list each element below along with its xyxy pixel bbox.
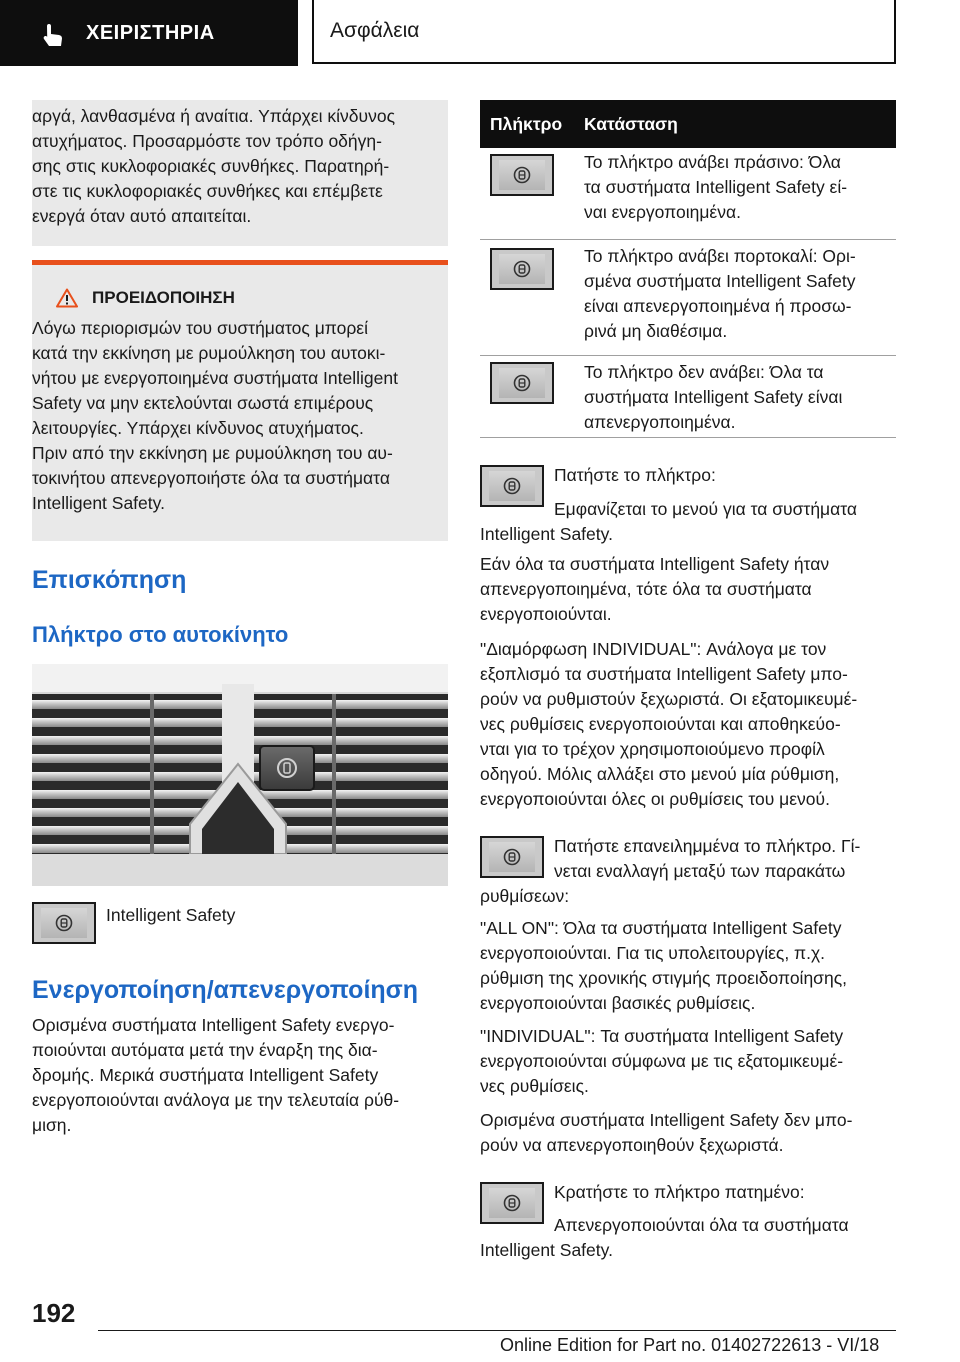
text-line: Ορισμένα συστήματα Intelligent Safety δεν μπο‐: [480, 1110, 853, 1130]
text-line: εξοπλισμό τα συστήματα Intelligent Safety μπο‐: [480, 664, 848, 684]
page-header: [0, 0, 960, 66]
car-safety-icon: [503, 1194, 521, 1212]
text-line: νται για το τρέχον χρησιμοποιούμενο προφίλ: [480, 739, 825, 759]
text-line: νες ρυθμίσεις.: [480, 1076, 589, 1096]
table-row: [480, 240, 896, 356]
text-line: ενεργοποιούνται βασικές ρυθμίσεις.: [480, 993, 756, 1013]
table-row: [480, 356, 896, 438]
warning-line: Λόγω περιορισμών του συστήματος μπορεί: [32, 318, 368, 338]
warning-heading: [32, 285, 440, 310]
text-line: Το πλήκτρο ανάβει πορτοκαλί: Ορι‐: [584, 246, 856, 266]
step-press: Πατήστε το πλήκτρο:: [554, 465, 716, 485]
step-hold: Κρατήστε το πλήκτρο πατημένο:: [554, 1182, 805, 1202]
paragraph-some-systems: [480, 1108, 900, 1158]
text-line: ενεργοποιούνται.: [480, 604, 612, 624]
column-header-status: Κατάσταση: [584, 113, 678, 134]
hand-pointer-icon: [40, 22, 66, 48]
warning-continuation-line: στε τις κυκλοφοριακές συνθήκες και επέμβετε: [32, 181, 383, 201]
step-press-result: Εμφανίζεται το μενού για τα συστήματα: [554, 499, 858, 519]
heading-button-in-car: Πλήκτρο στο αυτοκίνητο: [32, 622, 289, 647]
car-safety-icon: [513, 374, 531, 392]
intelligent-safety-button-icon: [32, 902, 96, 944]
button-green-icon: [490, 154, 554, 196]
text-line: ρούν να απενεργοποιηθούν ξεχωριστά.: [480, 1135, 784, 1155]
car-safety-icon: [503, 848, 521, 866]
step-hold-result: Απενεργοποιούνται όλα τα συστήματα: [554, 1215, 849, 1235]
text-line: Εάν όλα τα συστήματα Intelligent Safety ήταν: [480, 554, 830, 574]
text-line: Το πλήκτρο ανάβει πράσινο: Όλα: [584, 152, 841, 172]
text-line: δρομής. Μερικά συστήματα Intelligent Safety: [32, 1065, 379, 1085]
status-cell: [584, 360, 896, 435]
press-repeatedly-button-icon: [480, 836, 544, 878]
grille-button-photo: [32, 664, 448, 886]
text-line: ενεργοποιούνται ανάλογα με την τελευταία ρύθ‐: [32, 1090, 400, 1110]
section-label: Ασφάλεια: [330, 19, 420, 42]
text-line: σμένα συστήματα Intelligent Safety: [584, 271, 856, 291]
page-number: 192: [32, 1298, 76, 1328]
step-press-result: Intelligent Safety.: [480, 524, 613, 544]
text-line: ενεργοποιούνται σύμφωνα με τις εξατομικευμέ‐: [480, 1051, 844, 1071]
warning-continuation-line: αργά, λανθασμένα ή αναίτια. Υπάρχει κίνδυνος: [32, 106, 395, 126]
text-line: ρινά μη διαθέσιμα.: [584, 321, 728, 341]
text-line: συστήματα Intelligent Safety είναι: [584, 387, 843, 407]
text-line: ρύθμιση της χρονικής στιγμής προειδοποίησης,: [480, 968, 848, 988]
car-safety-icon: [503, 477, 521, 495]
text-line: ρούν να ρυθμιστούν ξεχωριστά. Οι εξατομικευμέ‐: [480, 689, 858, 709]
text-line: "INDIVIDUAL": Τα συστήματα Intelligent Safety: [480, 1026, 844, 1046]
step-press-repeatedly: ρυθμίσεων:: [480, 886, 570, 906]
text-line: απενεργοποιημένα.: [584, 412, 736, 432]
hold-button-icon: [480, 1182, 544, 1224]
column-header-button: Πλήκτρο: [490, 113, 563, 134]
status-table: [480, 100, 896, 438]
warning-line: λειτουργίες. Υπάρχει κίνδυνος ατυχήματος.: [32, 418, 364, 438]
button-orange-icon: [490, 248, 554, 290]
text-line: απενεργοποιημένα, τότε όλα τα συστήματα: [480, 579, 812, 599]
chapter-tab: [0, 0, 298, 66]
heading-activation: Ενεργοποίηση/απενεργοποίηση: [32, 976, 419, 1004]
text-line: "Διαμόρφωση INDIVIDUAL": Ανάλογα με τον: [480, 639, 827, 659]
text-line: ποιούνται αυτόματα μετά την έναρξη της δια‐: [32, 1040, 378, 1060]
warning-line: Πριν από την εκκίνηση με ρυμούλκηση του αυ‐: [32, 443, 393, 463]
table-header: [480, 100, 896, 148]
status-cell: [584, 150, 896, 225]
text-line: νες ρυθμίσεις ενεργοποιούνται και αποθηκεύο‐: [480, 714, 841, 734]
paragraph-all-off: [480, 552, 900, 627]
status-cell: [584, 244, 896, 344]
warning-line: Safety να μην εκτελούνται σωστά επιμέρους: [32, 393, 374, 413]
footer-divider: [98, 1330, 896, 1331]
text-line: ναι ενεργοποιημένα.: [584, 202, 741, 222]
text-line: τα συστήματα Intelligent Safety εί‐: [584, 177, 848, 197]
step-press-repeatedly: Πατήστε επανειλημμένα το πλήκτρο. Γί‐: [554, 836, 861, 856]
text-line: οδηγού. Μόλις αλλάξει στο μενού μία ρύθμιση,: [480, 764, 840, 784]
text-line: Το πλήκτρο δεν ανάβει: Όλα τα: [584, 362, 824, 382]
step-hold-result: Intelligent Safety.: [480, 1240, 613, 1260]
warning-continuation-line: ατυχήματος. Προσαρμόστε τον τρόπο οδήγη‐: [32, 131, 382, 151]
paragraph-individual-config: [480, 637, 900, 812]
car-safety-icon: [513, 260, 531, 278]
text-line: "ALL ON": Όλα τα συστήματα Intelligent Safety: [480, 918, 842, 938]
paragraph-individual: [480, 1024, 900, 1099]
text-line: ενεργοποιούνται. Για τις υπολειτουργίες, π.χ.: [480, 943, 826, 963]
car-safety-icon: [513, 166, 531, 184]
warning-box: [32, 260, 448, 541]
warning-triangle-icon: [56, 288, 78, 308]
text-line: Ορισμένα συστήματα Intelligent Safety ενεργο‐: [32, 1015, 395, 1035]
icon-caption: Intelligent Safety: [106, 905, 236, 925]
heading-overview: Επισκόπηση: [32, 566, 187, 594]
text-line: είναι απενεργοποιημένα ή προσω‐: [584, 296, 852, 316]
warning-title: ΠΡΟΕΙΔΟΠΟΙΗΣΗ: [92, 288, 235, 307]
warning-continuation-line: σης στις κυκλοφοριακές συνθήκες. Παρατηρή‐: [32, 156, 390, 176]
continued-warning-box: [32, 100, 448, 246]
text-line: μιση.: [32, 1115, 72, 1135]
paragraph-all-on: [480, 916, 900, 1016]
car-safety-icon: [55, 914, 73, 932]
chapter-label: ΧΕΙΡΙΣΤΗΡΙΑ: [86, 21, 215, 44]
warning-line: κατά την εκκίνηση με ρυμούλκηση του αυτοκι‐: [32, 343, 386, 363]
edition-info: Online Edition for Part no. 01402722613 - VI/18: [500, 1335, 880, 1355]
warning-continuation-line: ενεργά όταν αυτό απαιτείται.: [32, 206, 252, 226]
text-line: ενεργοποιούνται όλες οι ρυθμίσεις του μενού.: [480, 789, 830, 809]
button-off-icon: [490, 362, 554, 404]
step-press-repeatedly: νεται εναλλαγή μεταξύ των παρακάτω: [554, 861, 846, 881]
activation-paragraph: [32, 1013, 452, 1138]
press-button-icon: [480, 465, 544, 507]
table-row: [480, 148, 896, 240]
warning-line: Intelligent Safety.: [32, 493, 165, 513]
warning-line: τοκινήτου απενεργοποιήστε όλα τα συστήματα: [32, 468, 390, 488]
warning-line: νήτου με ενεργοποιημένα συστήματα Intelligent: [32, 368, 398, 388]
section-tab: [312, 0, 896, 64]
